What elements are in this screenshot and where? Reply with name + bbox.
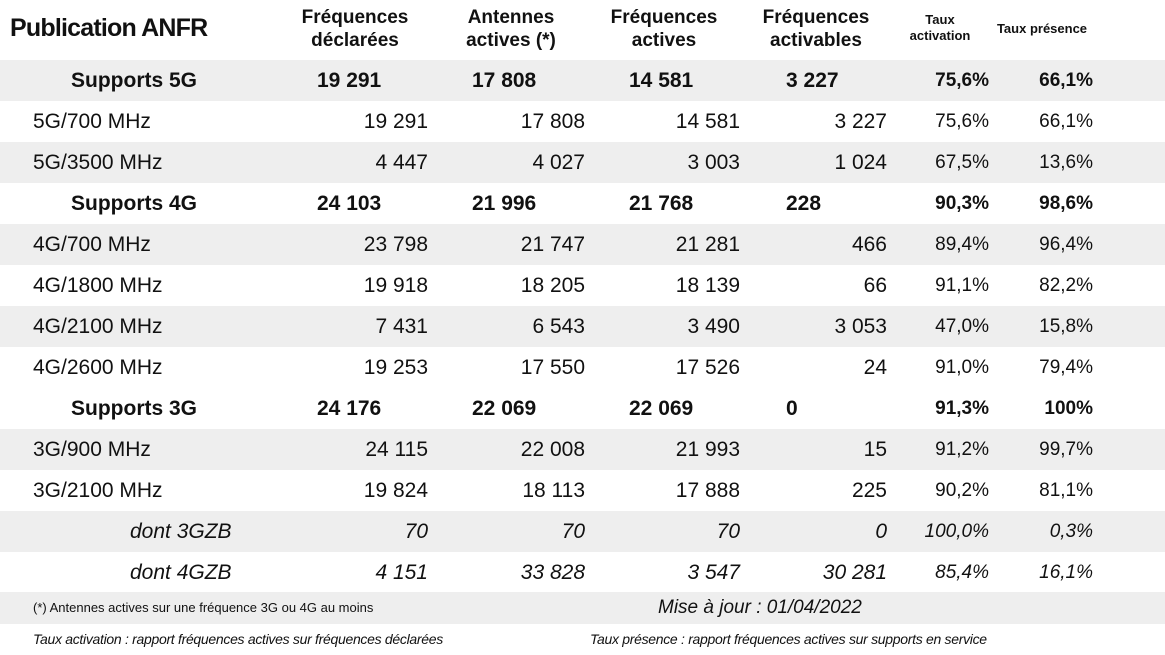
cell-taux-activation: 67,5% [935,152,989,173]
row-label: 5G/3500 MHz [33,151,163,174]
cell-antennes-actives: 6 543 [532,315,585,338]
cell-taux-presence: 98,6% [1039,193,1093,214]
cell-taux-activation: 85,4% [935,562,989,583]
cell-taux-presence: 0,3% [1049,521,1093,542]
cell-taux-presence: 100% [1044,398,1093,419]
header-frequences-actives: Fréquences actives [610,7,718,51]
cell-frequences-declarees: 19 824 [363,479,428,502]
cell-frequences-declarees: 4 151 [375,561,428,584]
cell-frequences-activables: 466 [851,233,887,256]
cell-frequences-actives: 21 768 [629,192,694,215]
cell-frequences-activables: 66 [863,274,887,297]
cell-frequences-declarees: 19 291 [317,69,382,92]
header-antennes-actives: Antennes actives (*) [466,7,556,51]
definition-taux-activation: Taux activation : rapport fréquences actives sur fréquences déclarées [33,631,443,647]
cell-antennes-actives: 18 205 [520,274,585,297]
summary-row [0,183,1165,224]
cell-antennes-actives: 22 008 [520,438,585,461]
footnote-antennes: (*) Antennes actives sur une fréquence 3G ou 4G au moins [33,600,374,615]
table-row [0,224,1165,265]
cell-antennes-actives: 22 069 [472,397,537,420]
cell-antennes-actives: 18 113 [522,479,585,502]
cell-taux-presence: 13,6% [1039,152,1093,173]
cell-frequences-activables: 1 024 [834,151,887,174]
row-label: 3G/2100 MHz [33,479,163,502]
cell-frequences-actives: 17 888 [675,479,740,502]
row-label: dont 3GZB [130,520,232,543]
table-row [0,265,1165,306]
table-row [0,470,1165,511]
cell-taux-presence: 99,7% [1039,439,1093,460]
cell-taux-activation: 90,2% [935,480,989,501]
cell-antennes-actives: 70 [561,520,585,543]
row-label: 4G/700 MHz [33,233,151,256]
cell-frequences-actives: 18 139 [675,274,740,297]
cell-frequences-actives: 3 547 [687,561,740,584]
row-label: 3G/900 MHz [33,438,151,461]
cell-frequences-declarees: 70 [404,520,428,543]
header-frequences-declarees: Fréquences déclarées [301,7,409,51]
cell-taux-presence: 66,1% [1039,70,1093,91]
table-row [0,101,1165,142]
cell-frequences-declarees: 24 176 [317,397,382,420]
cell-frequences-activables: 15 [863,438,887,461]
table-row [0,306,1165,347]
cell-antennes-actives: 4 027 [532,151,585,174]
cell-frequences-activables: 30 281 [822,561,887,584]
cell-taux-activation: 90,3% [935,193,989,214]
cell-taux-activation: 91,2% [935,439,989,460]
cell-frequences-activables: 24 [863,356,887,379]
cell-antennes-actives: 21 996 [472,192,537,215]
definition-taux-presence: Taux présence : rapport fréquences actives sur supports en service [590,631,987,647]
page-title: Publication ANFR [10,14,208,42]
cell-antennes-actives: 17 808 [520,110,585,133]
cell-frequences-activables: 3 227 [834,110,887,133]
cell-taux-presence: 81,1% [1039,480,1093,501]
cell-frequences-actives: 17 526 [675,356,740,379]
row-label: Supports 3G [71,397,198,420]
cell-frequences-declarees: 19 253 [363,356,428,379]
cell-frequences-declarees: 19 918 [363,274,428,297]
cell-frequences-activables: 0 [875,520,887,543]
cell-frequences-declarees: 23 798 [363,233,428,256]
cell-frequences-actives: 22 069 [629,397,694,420]
cell-taux-activation: 100,0% [924,521,989,542]
summary-row [0,60,1165,101]
cell-frequences-actives: 14 581 [675,110,740,133]
row-label: 5G/700 MHz [33,110,151,133]
cell-taux-presence: 16,1% [1039,562,1093,583]
cell-taux-activation: 75,6% [935,70,989,91]
table-header [0,0,1165,60]
cell-frequences-activables: 228 [786,192,822,215]
table-row [0,429,1165,470]
table-row [0,347,1165,388]
cell-taux-activation: 91,0% [935,357,989,378]
summary-row [0,388,1165,429]
cell-antennes-actives: 33 828 [520,561,585,584]
cell-antennes-actives: 17 808 [472,69,537,92]
header-taux-activation: Taux activation [909,12,971,43]
cell-frequences-declarees: 24 103 [317,192,382,215]
update-date: Mise à jour : 01/04/2022 [658,597,862,618]
cell-frequences-actives: 21 281 [675,233,740,256]
cell-taux-activation: 91,3% [935,398,989,419]
cell-taux-presence: 82,2% [1039,275,1093,296]
cell-frequences-activables: 3 053 [834,315,887,338]
cell-frequences-declarees: 19 291 [363,110,428,133]
cell-taux-activation: 89,4% [935,234,989,255]
cell-antennes-actives: 17 550 [520,356,585,379]
table-row [0,142,1165,183]
header-frequences-activables: Fréquences activables [762,7,870,51]
cell-taux-presence: 79,4% [1039,357,1093,378]
table-row [0,552,1165,593]
cell-taux-activation: 75,6% [935,111,989,132]
row-label: Supports 5G [71,69,198,92]
cell-frequences-declarees: 4 447 [375,151,428,174]
cell-frequences-activables: 225 [851,479,887,502]
cell-taux-presence: 96,4% [1039,234,1093,255]
footer-definitions [0,624,1165,655]
cell-taux-presence: 66,1% [1039,111,1093,132]
cell-taux-presence: 15,8% [1039,316,1093,337]
cell-frequences-declarees: 24 115 [365,438,428,461]
header-taux-presence: Taux présence [996,21,1088,36]
footer-note-bar [0,592,1165,624]
cell-frequences-actives: 3 003 [687,151,740,174]
cell-antennes-actives: 21 747 [520,233,585,256]
table-row [0,511,1165,552]
row-label: 4G/1800 MHz [33,274,163,297]
cell-frequences-actives: 70 [716,520,740,543]
cell-frequences-activables: 0 [786,397,798,420]
row-label: Supports 4G [71,192,198,215]
cell-frequences-activables: 3 227 [786,69,839,92]
row-label: 4G/2600 MHz [33,356,163,379]
row-label: dont 4GZB [130,561,232,584]
data-table [0,60,1165,593]
cell-frequences-declarees: 7 431 [375,315,428,338]
cell-taux-activation: 91,1% [935,275,989,296]
cell-frequences-actives: 3 490 [687,315,740,338]
row-label: 4G/2100 MHz [33,315,163,338]
cell-taux-activation: 47,0% [935,316,989,337]
cell-frequences-actives: 21 993 [675,438,740,461]
cell-frequences-actives: 14 581 [629,69,694,92]
